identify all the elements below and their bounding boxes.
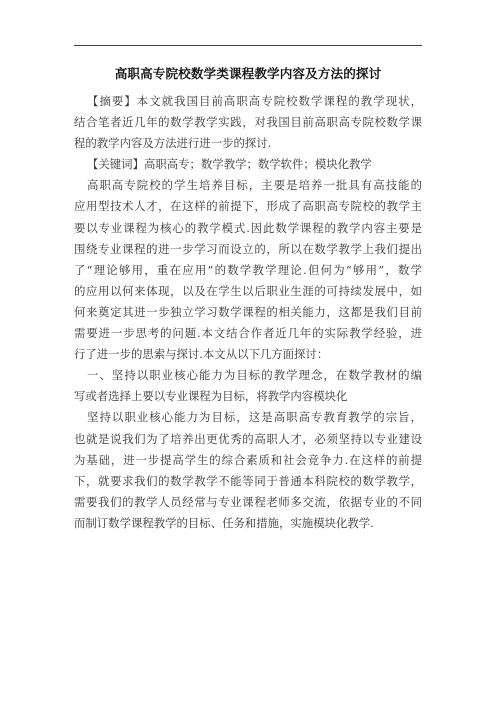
body-line: 结合笔者近几年的数学教学实践，对我国目前高职高专院校数学课 (74, 115, 422, 130)
body-line: 行了进一步的思索与探讨.本文从以下几方面探讨： (74, 347, 329, 362)
body-line: 需要我们的教学人员经常与专业课程老师多交流，依据专业的不同 (74, 494, 422, 509)
body-line: 一、坚持以职业核心能力为目标的教学理念，在数学教材的编 (87, 368, 422, 383)
body-line: 为基础，进一步提高学生的综合素质和社会竞争力.在这样的前提 (74, 452, 422, 467)
body-line: 也就是说我们为了培养出更优秀的高职人才，必须坚持以专业建设 (74, 431, 422, 446)
document-title: 高职高专院校数学类课程教学内容及方法的探讨 (114, 66, 382, 81)
header-rule (74, 45, 422, 46)
body-line: 【关键词】高职高专；数学教学；数学软件；模块化教学 (87, 157, 372, 172)
body-line: 而制订数学课程教学的目标、任务和措施，实施模块化教学. (74, 515, 374, 530)
body-line: 写或者选择上要以专业课程为目标，将教学内容模块化 (74, 389, 348, 404)
body-line: 程的教学内容及方法进行进一步的探讨. (74, 136, 272, 151)
document-body (74, 91, 422, 534)
body-line: 围绕专业课程的进一步学习而设立的，所以在数学教学上我们提出 (74, 241, 422, 256)
body-line: 应用型技术人才，在这样的前提下，形成了高职高专院校的教学主 (74, 199, 422, 214)
body-line: 的应用以何来体现，以及在学生以后职业生涯的可持续发展中，如 (74, 283, 422, 298)
body-line: 下，就要求我们的数学教学不能等同于普通本科院校的数学教学， (74, 473, 422, 488)
body-line: 需要进一步思考的问题.本文结合作者近几年的实际教学经验，进 (74, 326, 422, 341)
body-line: 坚持以职业核心能力为目标，这是高职高专教育教学的宗旨， (87, 410, 422, 425)
body-line: 【摘要】本文就我国目前高职高专院校数学课程的教学现状， (87, 94, 422, 108)
body-line: 要以专业课程为核心的教学模式.因此数学课程的教学内容主要是 (74, 220, 422, 235)
body-line: 何来奠定其进一步独立学习数学课程的相关能力，这都是我们目前 (74, 304, 422, 319)
body-line: 了“理论够用，重在应用”的数学教学理论.但何为“够用”，数学 (74, 262, 422, 277)
body-line: 高职高专院校的学生培养目标，主要是培养一批具有高技能的 (87, 178, 422, 193)
